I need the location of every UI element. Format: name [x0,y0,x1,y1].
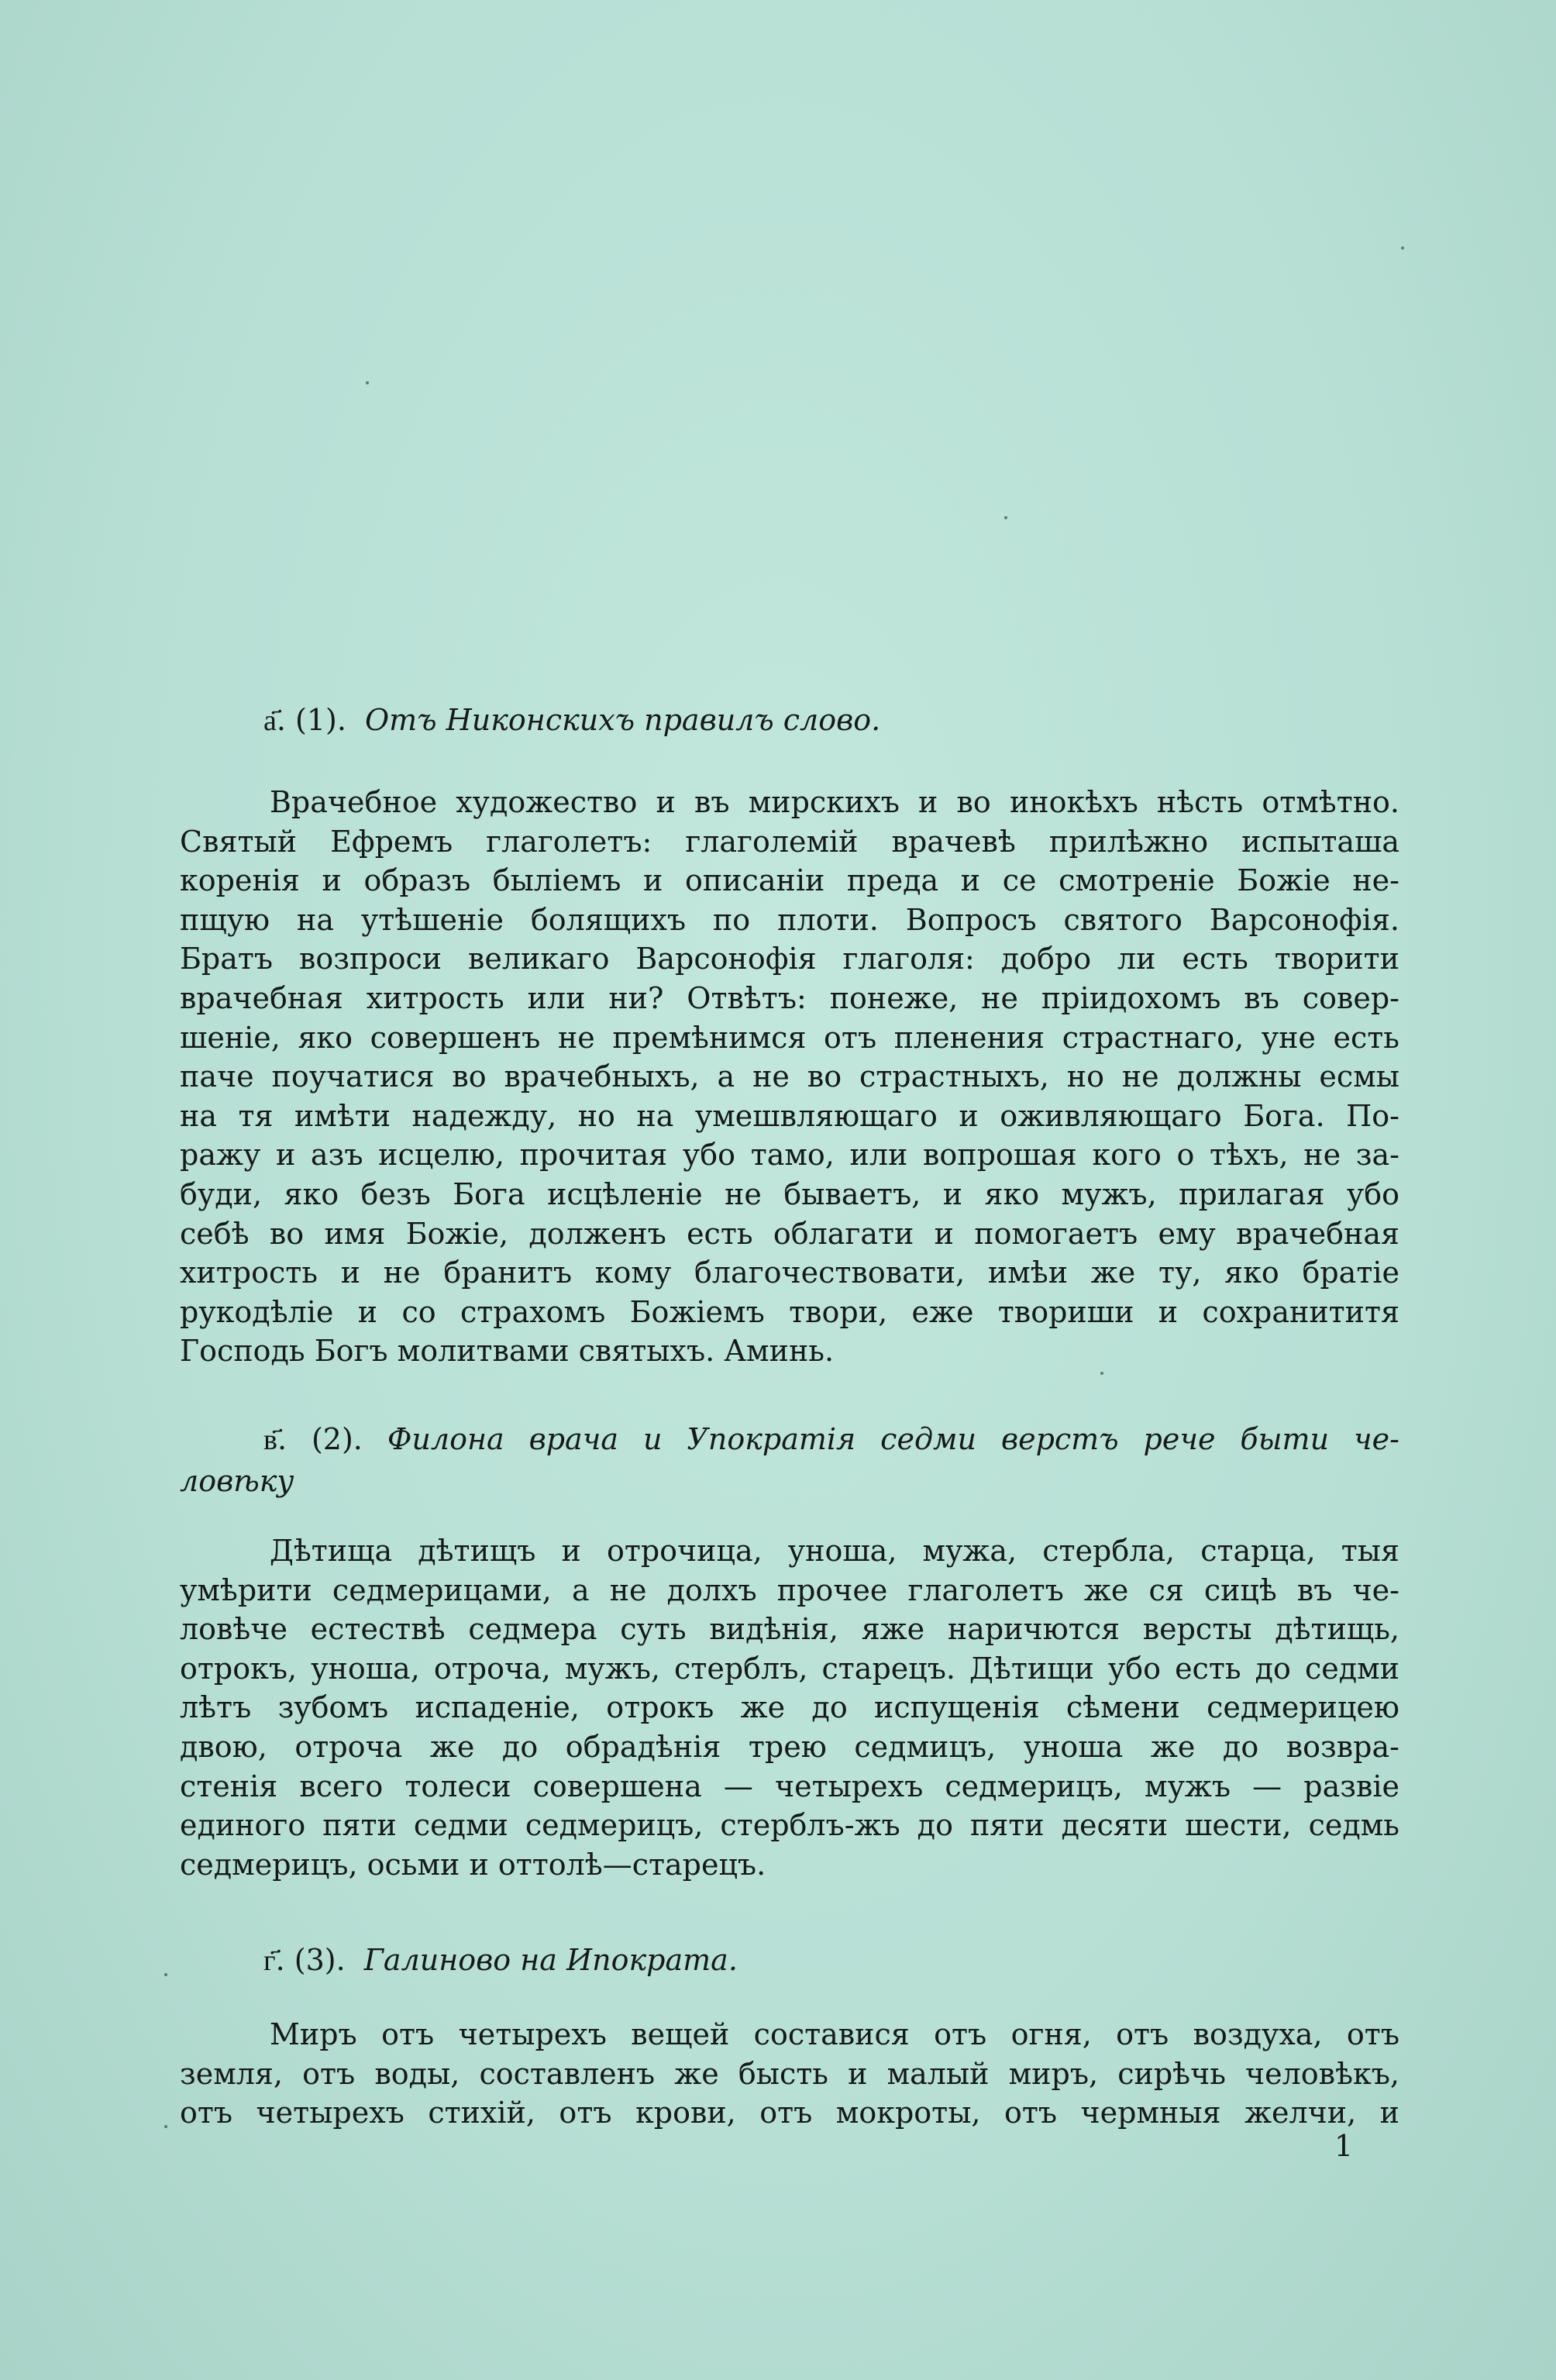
text-line: рукодѣлiе и со страхомъ Божiемъ твори, еже твориши и сохранититя [180,1294,1399,1329]
section-3-number: г҃. (3). [263,1943,346,1977]
text-line: отъ четырехъ стихій, отъ крови, отъ мокроты, отъ чермныя желчи, и [180,2096,1399,2130]
text-line: себѣ во имя Божiе, долженъ есть облагати и помогаетъ ему врачебная [180,1216,1399,1251]
section-1-heading [263,699,880,741]
scan-speck [366,381,369,384]
text-line: на тя имѣти надежду, но на умешвляющаго и оживляющаго Бога. По- [180,1098,1399,1133]
text-line: умѣрити седмерицами, а не долхъ прочее глаголетъ же ся сицѣ въ че- [180,1572,1399,1607]
scan-speck [1401,246,1404,250]
text-line: седмерицъ, осьми и оттолѣ—старецъ. [180,1847,766,1882]
scan-speck [1004,516,1007,519]
section-1-title: Отъ Никонскихъ правилъ слово. [365,703,881,737]
scan-speck [164,2125,167,2128]
text-line: врачебная хитрость или ни? Отвѣтъ: понеже, не пріидохомъ въ совер- [180,980,1399,1015]
text-line: паче поучатися во врачебныхъ, а не во страстныхъ, но не должны есмы [180,1059,1399,1094]
text-line: ловѣче естествѣ седмера суть видѣнія, яже наричются версты дѣтищь, [180,1612,1399,1647]
section-3-heading [263,1939,738,1981]
text-line: Миръ отъ четырехъ вещей составися отъ огня, отъ воздуха, отъ [270,2017,1399,2051]
text-line: шенiе, яко совершенъ не премѣнимся отъ пленения страстнаго, уне есть [180,1020,1399,1055]
text-line: пщую на утѣшенiе болящихъ по плоти. Вопросъ святого Варсонофія. [180,902,1399,937]
section-1-number: а҃. (1). [263,703,346,737]
text-line: буди, яко безъ Бога исцѣленiе не бываетъ, и яко мужъ, прилагая убо [180,1176,1399,1211]
section-2-title-line-1: Филона врача и Упократія седми верстъ рече быти че- [387,1422,1399,1456]
section-1-paragraph [180,783,1399,1371]
text-line: коренія и образъ былiемъ и описанiи преда и се смотренiе Божiе не- [180,863,1399,898]
text-line: Братъ возпроси великаго Варсонофія глаголя: добро ли есть творити [180,942,1399,976]
text-line: стенія всего толеси совершена — четырехъ седмерицъ, мужъ — развiе [180,1769,1399,1803]
text-line: хитрость и не бранитъ кому благочествовати, имѣи же ту, яко братiе [180,1255,1399,1290]
text-line: Господь Богъ молитвами святыхъ. Аминь. [180,1334,835,1369]
section-3-paragraph [180,2015,1399,2133]
text-line: двою, отроча же до обрадѣнія трею седмицъ, уноша же до возвра- [180,1729,1399,1764]
text-line: земля, отъ воды, составленъ же бысть и малый миръ, сирѣчь человѣкъ, [180,2056,1399,2091]
section-3-title: Галиново на Ипократа. [363,1943,738,1977]
text-line: лѣтъ зубомъ испаденiе, отрокъ же до испущенія сѣмени седмерицею [180,1690,1399,1725]
section-2-number: в҃. (2). [263,1422,363,1456]
scan-speck [164,1973,167,1976]
text-line: Врачебное художество и въ мирскихъ и во инокѣхъ нѣсть отмѣтно. [270,785,1399,819]
section-2-heading [180,1418,1399,1502]
text-line: Святый Ефремъ глаголетъ: глаголемій врачевѣ прилѣжно испыташа [180,824,1399,859]
scan-speck [1100,1372,1103,1375]
section-2-paragraph [180,1531,1399,1884]
page-number: 1 [1334,2129,1353,2163]
text-line: отрокъ, уноша, отроча, мужъ, стерблъ, старецъ. Дѣтищи убо есть до седми [180,1651,1399,1686]
text-line: Дѣтища дѣтищъ и отрочица, уноша, мужа, стербла, старца, тыя [270,1534,1399,1568]
section-2-title-line-2: ловѣку [180,1464,294,1498]
text-line: единого пяти седми седмерицъ, стерблъ-жъ до пяти десяти шести, седмь [180,1808,1399,1843]
text-line: ражу и азъ исцелю, прочитая убо тамо, или вопрошая кого о тѣхъ, не за- [180,1138,1399,1173]
